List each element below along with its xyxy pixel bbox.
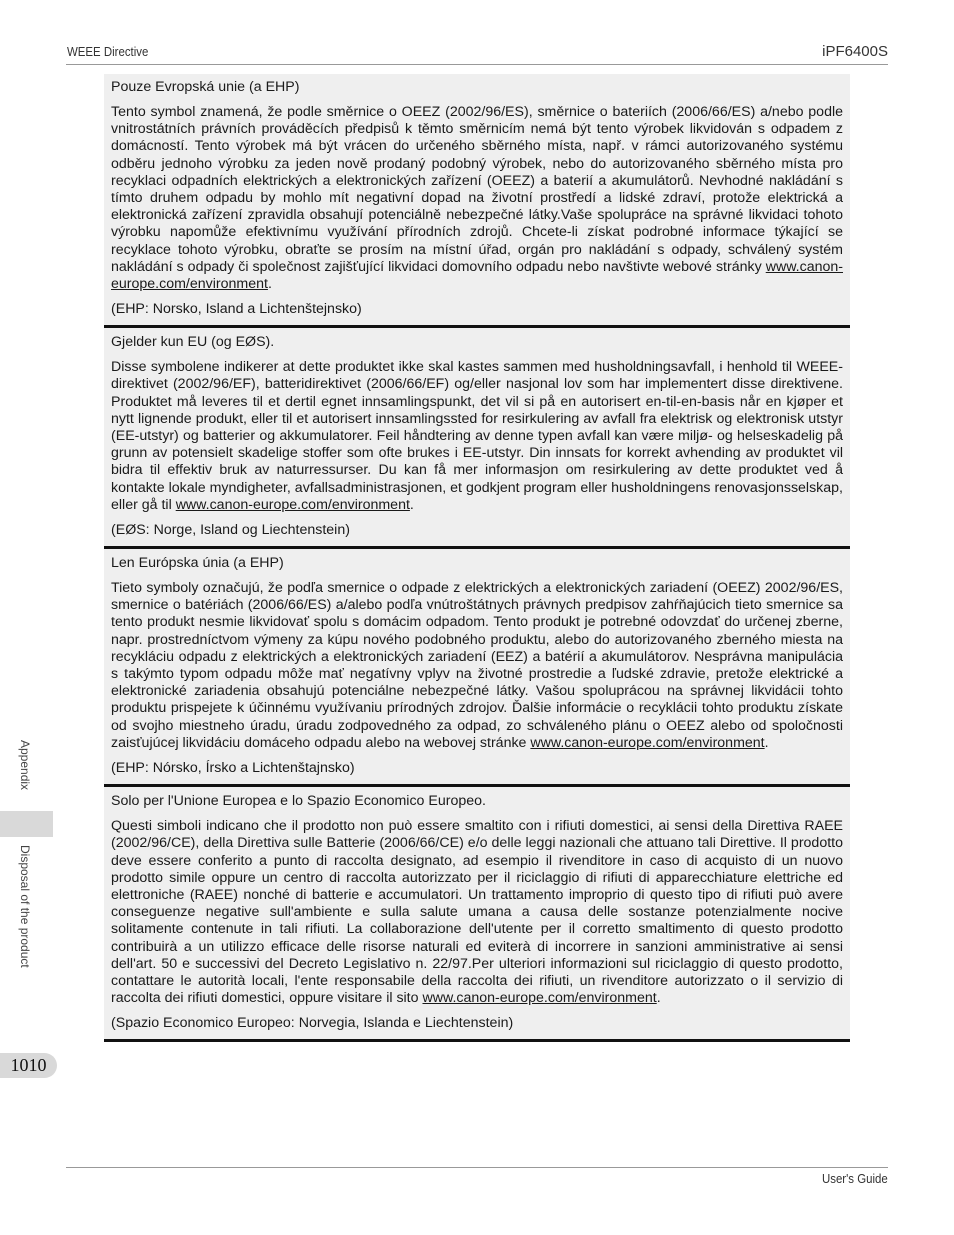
page-number: 1010 — [0, 1053, 57, 1078]
environment-link[interactable]: www.canon-europe.com/environment — [175, 496, 410, 513]
section-footnote: (EHP: Norsko, Island a Lichtenštejnsko) — [111, 301, 362, 318]
footer-guide-name: User's Guide — [822, 1171, 888, 1186]
section-body-end: . — [267, 276, 272, 293]
section-italian — [104, 787, 850, 1042]
section-footnote: (EØS: Norge, Island og Liechtenstein) — [111, 522, 350, 539]
side-label-appendix-text: Appendix — [18, 740, 32, 791]
section-slovak — [104, 549, 850, 787]
side-label-appendix[interactable] — [0, 740, 53, 810]
side-label-disposal[interactable] — [0, 845, 53, 995]
section-body — [111, 104, 843, 293]
section-body — [111, 818, 843, 1007]
document-content — [104, 74, 850, 1042]
section-body-text: Questi simboli indicano che il prodotto non può essere smaltito con i rifiuti domestici, ai sensi della Direttiva RAEE (2002/96/CE), della Direttiva sulle Batterie (2006/66/CE) e/o delle leggi nazionali che attuano tali Direttive. Il prodotto deve essere conferito a punto di raccolta designato, ad esempio il rivenditore in caso di acquisto di un nuovo prodotto simile oppure un centro di raccolta autorizzato per il riciclaggio di rifiuti di apparecchiature elettriche ed elettroniche (RAEE) nonché di batterie e accumulatori. Un trattamento improprio di questo tipo di rifiuti può avere conseguenze negative sull'ambiente e sulla salute umana a causa delle sostanze potenzialmente nocive solitamente contenute in tali rifiuti. La collaborazione dell'utente per il corretto smaltimento di questo prodotto contribuirà a un utilizzo efficace delle risorse naturali ed eviterà di incorrere in sanzioni amministrative ai sensi dell'art. 50 e successivi del Decreto Legislativo n. 22/97.Per ulteriori informazioni sul riciclaggio di questo prodotto, contattare le autorità locali, l'ente responsabile della raccolta dei rifiuti, un rivenditore autorizzato o il servizio di raccolta dei rifiuti domestici, oppure visitare il sito — [111, 818, 843, 1007]
header-model-name: iPF6400S — [822, 43, 888, 60]
environment-link[interactable]: www.canon-europe.com/environment — [422, 990, 657, 1007]
section-title: Pouze Evropská unie (a EHP) — [111, 79, 300, 95]
section-norwegian — [104, 328, 850, 549]
section-title: Len Európska únia (a EHP) — [111, 555, 284, 572]
section-body-text: Disse symbolene indikerer at dette produktet ikke skal kastes sammen med husholdningsavfall, i henhold til WEEE-direktivet (2002/96/EF), batteridirektivet (2006/66/EF) og/eller nasjonal lov som har implementert disse direktivene. Produktet må leveres til et dertil egnet innsamlingspunkt, det vil si på en autorisert en-til-en-basis når en kjøper et nytt lignende produkt, eller til et autorisert innsamlingssted for resirkulering av avfall fra elektrisk og elektronisk utstyr (EE-utstyr) og batterier og akkumulatorer. Feil håndtering av denne typen avfall kan være miljø- og helseskadelig på grunn av potensielt skadelige stoffer som ofte brukes i EE-utstyr. Din innsats for korrekt avhending av produktet vil bidra til effektiv bruk av naturressurser. Du kan få mer informasjon om resirkulering av dette produktet ved å kontakte lokale myndigheter, avfallsadministrasjonen, et godkjent program eller husholdningens renovasjonsselskap, eller gå til — [111, 359, 843, 513]
side-label-disposal-text: Disposal of the product — [18, 845, 32, 968]
section-footnote: (Spazio Economico Europeo: Norvegia, Islanda e Liechtenstein) — [111, 1015, 514, 1032]
section-body-text: Tento symbol znamená, že podle směrnice o OEEZ (2002/96/ES), směrnice o bateriích (2006/66/ES) a/nebo podle vnitrostátních právních prováděcích předpisů k těmto směrnicím nemá být tento výrobek likvidován s odpadem z domácností. Tento výrobek má být vrácen do určeného sběrného místa, např. v rámci autorizovaného systému odběru jednoho výrobku za jeden nově prodaný podobný výrobek, nebo do autorizovaného sběrného místa pro recyklaci odpadních elektrických a elektronických zařízení (OEEZ) a baterií a akumulátorů. Nevhodné nakládání s tímto druhem odpadu by mohlo mít negativní dopad na životní prostředí a lidské zdraví, protože elektrická a elektronická zařízení zpravidla obsahují potenciálně nebezpečné látky.Vaše spolupráce na správné likvidaci tohoto výrobku napomůže efektivnímu využívání přírodních zdrojů. Chcete-li získat podrobné informace týkající se recyklace tohoto výrobku, obraťte se prosím na místní úřad, orgán pro nakládání s odpady, schválený systém nakládání s odpady či společnost zajišťující likvidaci domovního odpadu nebo navštivte webové stránky — [111, 104, 843, 275]
section-czech — [104, 74, 850, 328]
section-body-end: . — [656, 990, 661, 1007]
side-tab-marker — [0, 811, 53, 837]
section-body — [111, 580, 843, 752]
footer-divider — [66, 1167, 888, 1168]
environment-link[interactable]: www.canon-europe.com/environment — [530, 734, 765, 751]
section-body — [111, 359, 843, 514]
environment-link[interactable]: www.canon-europe.com/environment — [111, 258, 843, 293]
section-body-end: . — [409, 496, 414, 513]
header-section-title: WEEE Directive — [67, 44, 149, 59]
section-footnote: (EHP: Nórsko, Írsko a Lichtenštajnsko) — [111, 760, 355, 777]
section-title: Solo per l'Unione Europea e lo Spazio Economico Europeo. — [111, 793, 486, 810]
header-divider — [66, 64, 888, 65]
section-body-text: Tieto symboly označujú, že podľa smernice o odpade z elektrických a elektronických zariadení (OEEZ) 2002/96/ES, smernice o batériách (2006/66/ES) a/alebo podľa vnútroštátnych právnych predpisov zahŕňajúcich tieto smernice sa tento produkt nesmie likvidovať spolu s domácim odpadom. Tento produkt je potrebné odovzdať do určenej zberne, napr. prostredníctvom výmeny za kúpu nového podobného produktu, alebo do autorizovaného zberného miesta na recykláciu odpadu z elektrických a elektronických zariadení (EEZ) a batérií a akumulátorov. Nesprávna manipulácia s takýmto typom odpadu môže mať negatívny vplyv na životné prostredie a ľudské zdravie, pretože elektrické a elektronické zariadenia obsahujú potenciálne nebezpečné látky. Vašou spoluprácou na správnej likvidácii tohto produktu prispejete k účinnému využívaniu prírodných zdrojov. Ďalšie informácie o recyklácii tohto produktu získate od svojho miestneho úradu, úradu zodpovedného za odpad, zo schváleného plánu o OEEZ alebo od spoločnosti zaisťujúcej likvidáciu domáceho odpadu alebo na webovej stránke — [111, 580, 843, 751]
section-title: Gjelder kun EU (og EØS). — [111, 334, 275, 351]
section-body-end: . — [764, 734, 769, 751]
